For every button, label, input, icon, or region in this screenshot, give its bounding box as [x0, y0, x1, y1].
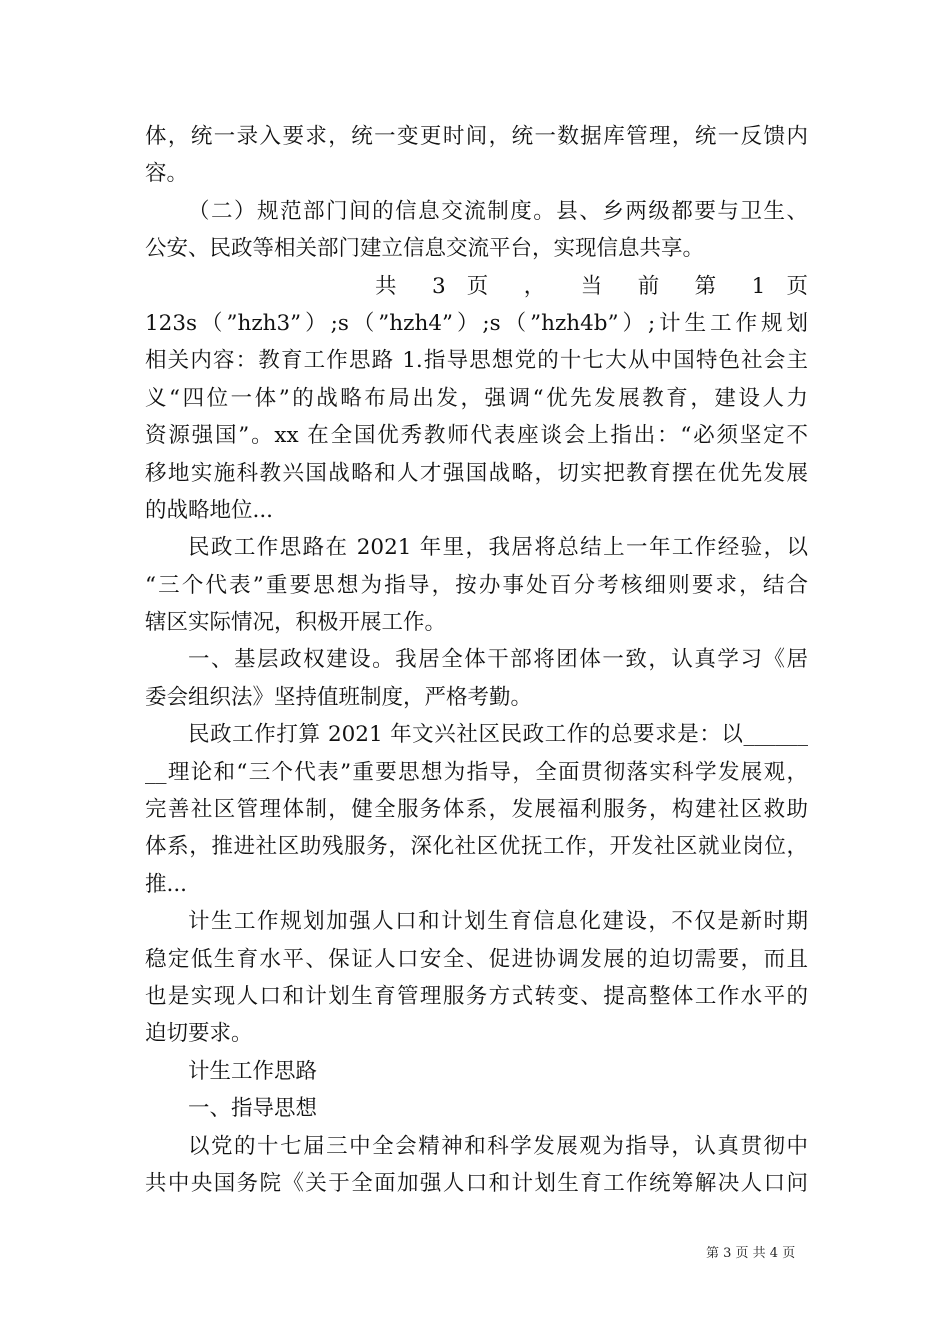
text-line: 一、指导思想 — [188, 1096, 318, 1122]
text-line: （二）规范部门间的信息交流制度。县、乡两级都要与卫生、 — [188, 198, 808, 224]
text-line: 体系，推进社区助残服务，深化社区优抚工作，开发社区就业岗位， — [145, 834, 808, 860]
text-line: 计生工作思路 — [188, 1058, 318, 1084]
text-line: 义“四位一体”的战略布局出发，强调“优先发展教育，建设人力 — [145, 385, 808, 411]
text-line: “三个代表”重要思想为指导，按办事处百分考核细则要求，结合 — [145, 572, 808, 598]
text-line: 民政工作打算 2021 年文兴社区民政工作的总要求是：以______ — [188, 722, 808, 748]
text-line: 容。 — [145, 161, 189, 187]
text-line: 推... — [145, 871, 188, 897]
text-line: 稳定低生育水平、保证人口安全、促进协调发展的迫切需要，而且 — [145, 946, 808, 972]
text-line: 123s（”hzh3”）;s（”hzh4”）;s（”hzh4b”）;计生工作规划 — [145, 310, 808, 336]
text-line: 相关内容：教育工作思路 1.指导思想党的十七大从中国特色社会主 — [145, 348, 808, 374]
text-line: 共中央国务院《关于全面加强人口和计划生育工作统筹解决人口问 — [145, 1170, 808, 1196]
text-line: 共 3 页 ， 当 前 第 1 页 — [375, 273, 808, 299]
text-line: 完善社区管理体制，健全服务体系，发展福利服务，构建社区救助 — [145, 797, 808, 823]
text-line: 公安、民政等相关部门建立信息交流平台，实现信息共享。 — [145, 236, 705, 262]
text-line: 计生工作规划加强人口和计划生育信息化建设，不仅是新时期 — [188, 909, 808, 935]
text-line: 迫切要求。 — [145, 1021, 253, 1047]
text-line: 辖区实际情况，积极开展工作。 — [145, 610, 447, 636]
text-line: 的战略地位... — [145, 497, 274, 523]
text-line: 资源强国”。xx 在全国优秀教师代表座谈会上指出：“必须坚定不 — [145, 423, 808, 449]
page-number-footer: 第 3 页 共 4 页 — [706, 1246, 796, 1261]
text-line: 以党的十七届三中全会精神和科学发展观为指导，认真贯彻中 — [188, 1133, 808, 1159]
text-line: __理论和“三个代表”重要思想为指导，全面贯彻落实科学发展观， — [145, 759, 808, 785]
text-line: 移地实施科教兴国战略和人才强国战略，切实把教育摆在优先发展 — [145, 460, 808, 486]
text-line: 也是实现人口和计划生育管理服务方式转变、提高整体工作水平的 — [145, 983, 808, 1009]
document-body — [145, 118, 808, 1202]
text-line: 体，统一录入要求，统一变更时间，统一数据库管理，统一反馈内 — [145, 124, 808, 149]
text-line: 委会组织法》坚持值班制度，严格考勤。 — [145, 684, 533, 710]
text-line: 民政工作思路在 2021 年里，我居将总结上一年工作经验，以 — [188, 535, 808, 561]
text-line: 一、基层政权建设。我居全体干部将团体一致，认真学习《居 — [188, 647, 808, 673]
